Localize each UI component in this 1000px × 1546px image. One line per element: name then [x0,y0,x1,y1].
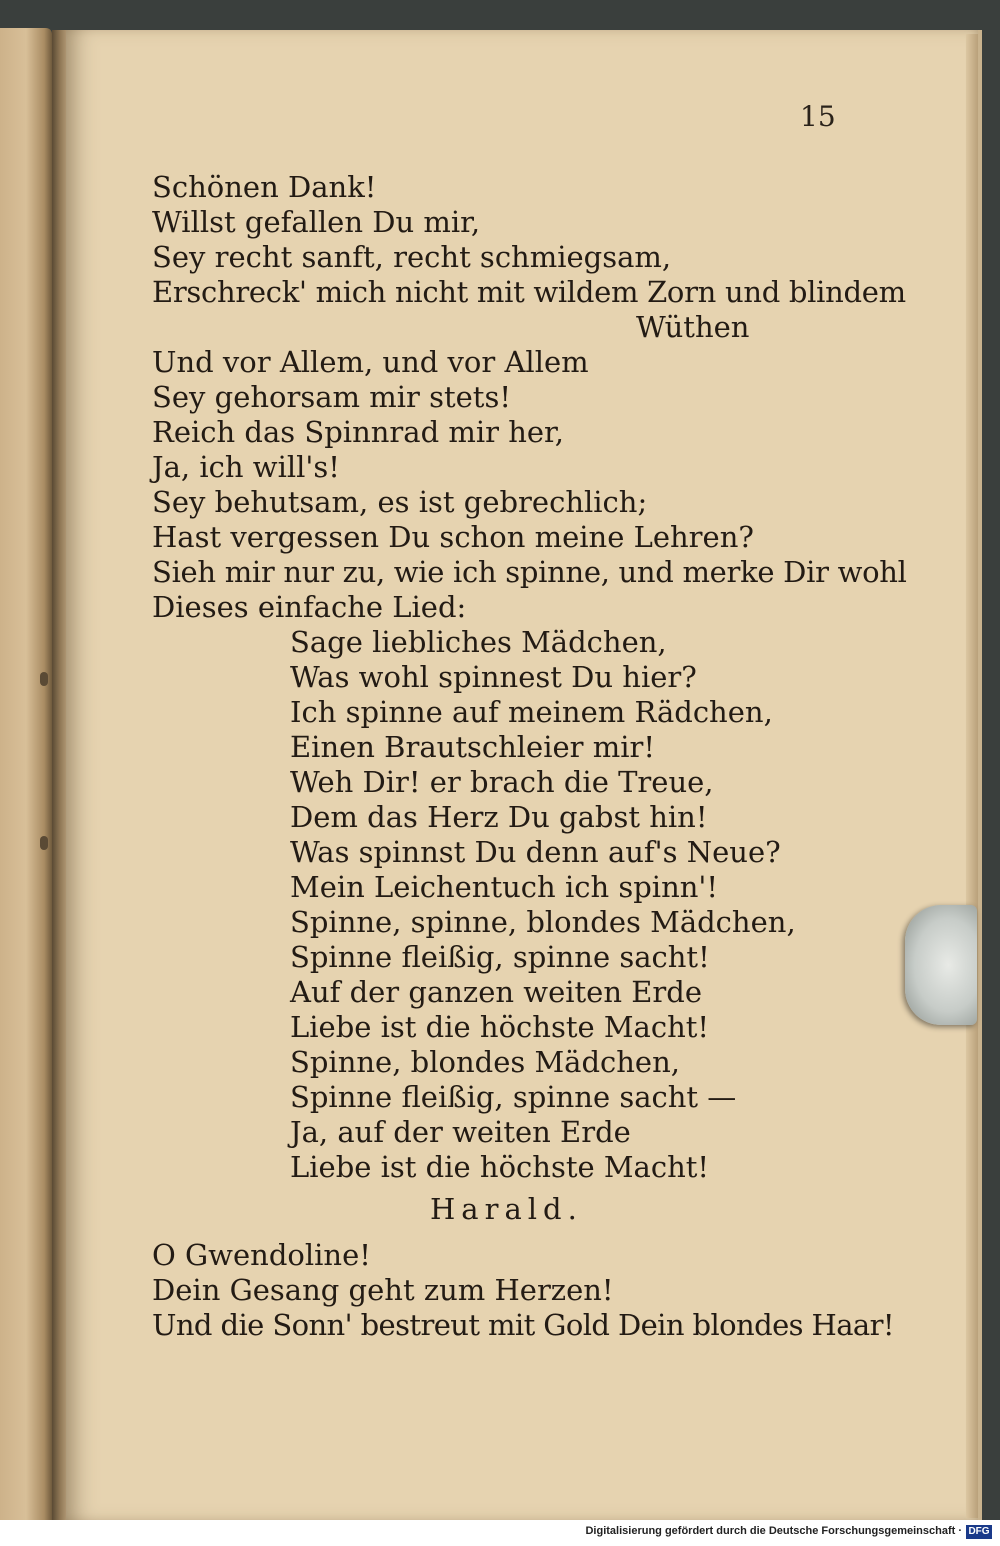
text-line: Und die Sonn' bestreut mit Gold Dein blondes Haar! [152,1308,894,1342]
footer-bar [0,1520,1000,1546]
text-line: Erschreck' mich nicht mit wildem Zorn und blindem [152,275,906,309]
funding-credit: Digitalisierung gefördert durch die Deutsche Forschungsgemeinschaft · [585,1525,962,1537]
song-line: Einen Brautschleier mir! [290,730,656,764]
text-line: Sey behutsam, es ist gebrechlich; [152,485,648,519]
text-line: Ja, ich will's! [152,450,340,484]
song-line: Auf der ganzen weiten Erde [290,975,702,1009]
text-line: Schönen Dank! [152,170,377,204]
text-line: Dieses einfache Lied: [152,590,467,624]
song-line: Spinne fleißig, spinne sacht — [290,1080,737,1114]
text-line-continuation: Wüthen [636,310,750,344]
text-line: Und vor Allem, und vor Allem [152,345,589,379]
text-line: Sey gehorsam mir stets! [152,380,511,414]
speaker-name: Harald. [430,1192,583,1226]
song-line: Sage liebliches Mädchen, [290,625,667,659]
text-line: Sey recht sanft, recht schmiegsam, [152,240,672,274]
song-line: Liebe ist die höchste Macht! [290,1150,710,1184]
text-line: Reich das Spinnrad mir her, [152,415,564,449]
text-line: Sieh mir nur zu, wie ich spinne, und merke Dir wohl [152,555,907,589]
song-line: Ja, auf der weiten Erde [290,1115,631,1149]
song-line: Weh Dir! er brach die Treue, [290,765,714,799]
dfg-logo: DFG [966,1525,992,1539]
song-line: Liebe ist die höchste Macht! [290,1010,710,1044]
text-line: Willst gefallen Du mir, [152,205,481,239]
song-line: Spinne fleißig, spinne sacht! [290,940,710,974]
text-line: O Gwendoline! [152,1238,371,1272]
song-line: Spinne, blondes Mädchen, [290,1045,680,1079]
text-line: Hast vergessen Du schon meine Lehren? [152,520,754,554]
song-line: Dem das Herz Du gabst hin! [290,800,708,834]
text-line: Dein Gesang geht zum Herzen! [152,1273,614,1307]
song-line: Ich spinne auf meinem Rädchen, [290,695,773,729]
song-line: Spinne, spinne, blondes Mädchen, [290,905,796,939]
song-line: Mein Leichentuch ich spinn'! [290,870,719,904]
song-line: Was spinnst Du denn auf's Neue? [290,835,781,869]
page-number: 15 [800,100,836,133]
song-line: Was wohl spinnest Du hier? [290,660,697,694]
